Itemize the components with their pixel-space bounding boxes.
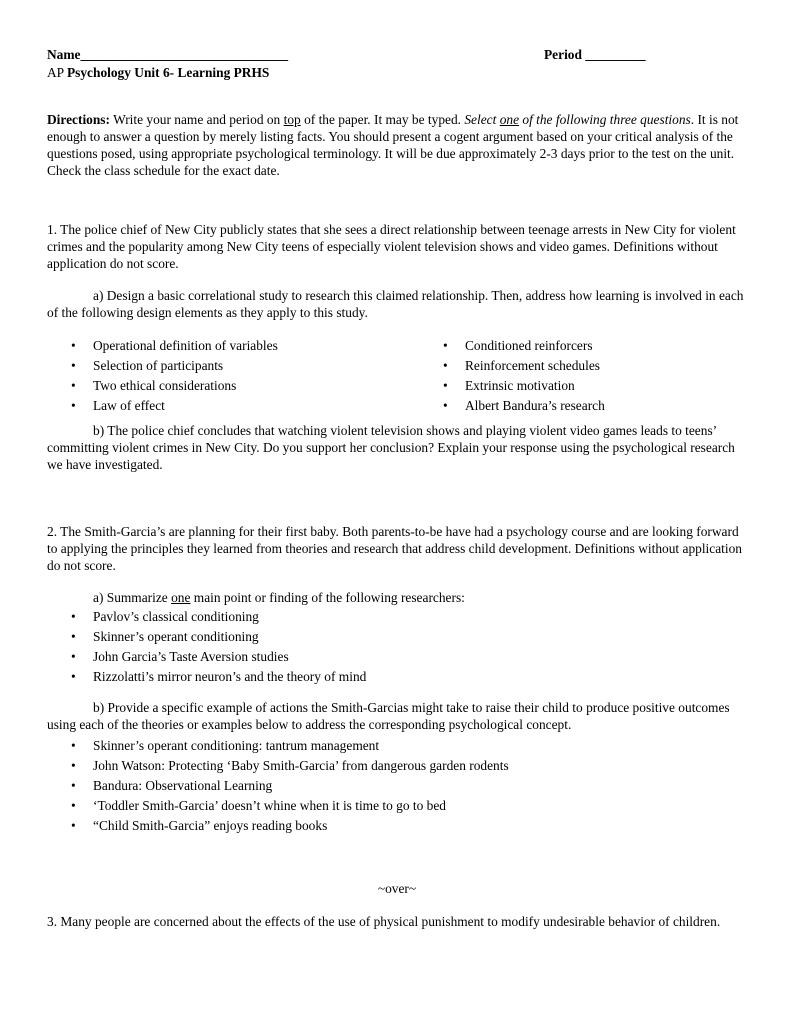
period-blank: _________ xyxy=(585,47,646,62)
course-prefix: AP xyxy=(47,65,67,80)
list-item: • Skinner’s operant conditioning xyxy=(71,629,259,644)
course-title xyxy=(47,65,269,81)
list-item: • Conditioned reinforcers xyxy=(443,338,593,353)
directions-label: Directions: xyxy=(47,112,110,127)
list-item: • Two ethical considerations xyxy=(71,378,237,393)
bullet-icon: • xyxy=(71,338,76,353)
list-item: • “Child Smith-Garcia” enjoys reading books xyxy=(71,818,328,833)
name-blank: _______________________________ xyxy=(80,47,289,62)
directions-text-1: Write your name and period on xyxy=(109,112,284,127)
list-item: • John Garcia’s Taste Aversion studies xyxy=(71,649,289,664)
bullet-icon: • xyxy=(443,398,448,413)
list-item: • John Watson: Protecting ‘Baby Smith-Garcia’ from dangerous garden rodents xyxy=(71,758,509,773)
course-title-text: Psychology Unit 6- Learning PRHS xyxy=(66,65,270,80)
bullet-icon: • xyxy=(71,778,76,793)
bullet-icon: • xyxy=(71,649,76,664)
directions-text-4: . It is not enough to answer a question by merely listing facts. You should present a cogent argument based on your critical analysis of the questions posed, using appropriate psychological terminology. It will be due approximately 2-3 days prior to the test on the unit. Check the class schedule for the exact date. xyxy=(47,112,739,178)
bullet-icon: • xyxy=(71,798,76,813)
bullet-icon: • xyxy=(71,358,76,373)
directions-one: one xyxy=(499,112,520,127)
period-label: Period xyxy=(544,47,582,62)
bullet-icon: • xyxy=(71,818,76,833)
question-1b: b) The police chief concludes that watching violent television shows and playing violent video games leads to teens’ committing violent crimes in New City. Do you support her conclusion? Explain your response using the psychological research we have investigated. xyxy=(47,423,735,472)
list-item: • Skinner’s operant conditioning: tantrum management xyxy=(71,738,380,753)
bullet-icon: • xyxy=(71,738,76,753)
question-3-intro: 3. Many people are concerned about the effects of the use of physical punishment to modify undesirable behavior of children. xyxy=(47,914,721,929)
question-1a-right-list xyxy=(419,338,605,418)
bullet-icon: • xyxy=(443,358,448,373)
bullet-icon: • xyxy=(443,338,448,353)
question-1a-left-list xyxy=(47,338,278,418)
directions-top: top xyxy=(283,112,301,127)
list-item: • ‘Toddler Smith-Garcia’ doesn’t whine when it is time to go to bed xyxy=(71,798,446,813)
list-item: • Extrinsic motivation xyxy=(443,378,575,393)
directions-text-3: of the following three questions xyxy=(519,112,691,127)
directions-text-2: of the paper. It may be typed. xyxy=(300,112,465,127)
list-item: • Albert Bandura’s research xyxy=(443,398,605,413)
list-item: • Pavlov’s classical conditioning xyxy=(71,609,259,624)
list-item: • Rizzolatti’s mirror neuron’s and the theory of mind xyxy=(71,669,367,684)
question-2b-list xyxy=(47,738,509,838)
bullet-icon: • xyxy=(71,609,76,624)
list-item: • Selection of participants xyxy=(71,358,224,373)
bullet-icon: • xyxy=(71,669,76,684)
list-item: • Bandura: Observational Learning xyxy=(71,778,273,793)
bullet-icon: • xyxy=(71,398,76,413)
name-line xyxy=(47,47,288,63)
question-2b: b) Provide a specific example of actions the Smith-Garcias might take to raise their child to produce positive outcomes using each of the theories or examples below to address the corresponding psychological concept. xyxy=(47,700,730,732)
list-item: • Operational definition of variables xyxy=(71,338,278,353)
question-2-intro: 2. The Smith-Garcia’s are planning for their first baby. Both parents-to-be have had a psychology course and are looking forward to applying the principles they learned from theories and research that address child development. Definitions without application do not score. xyxy=(47,524,742,573)
question-1a: a) Design a basic correlational study to research this claimed relationship. Then, address how learning is involved in each of the following design elements as they apply to this study. xyxy=(47,288,744,320)
question-2a-list xyxy=(47,609,366,689)
question-1-intro: 1. The police chief of New City publicly states that she sees a direct relationship between teenage arrests in New City for violent crimes and the popularity among New City teens of especially violent television shows and video games. Definitions without application do not score. xyxy=(47,222,736,271)
over-marker: ~over~ xyxy=(377,881,417,896)
period-line xyxy=(544,47,646,63)
directions xyxy=(47,111,747,179)
bullet-icon: • xyxy=(71,758,76,773)
bullet-icon: • xyxy=(443,378,448,393)
question-2a: a) Summarize one main point or finding of the following researchers: xyxy=(93,590,465,605)
directions-select: Select xyxy=(464,112,500,127)
list-item: • Reinforcement schedules xyxy=(443,358,600,373)
bullet-icon: • xyxy=(71,629,76,644)
list-item: • Law of effect xyxy=(71,398,165,413)
bullet-icon: • xyxy=(71,378,76,393)
name-label: Name xyxy=(47,47,81,62)
